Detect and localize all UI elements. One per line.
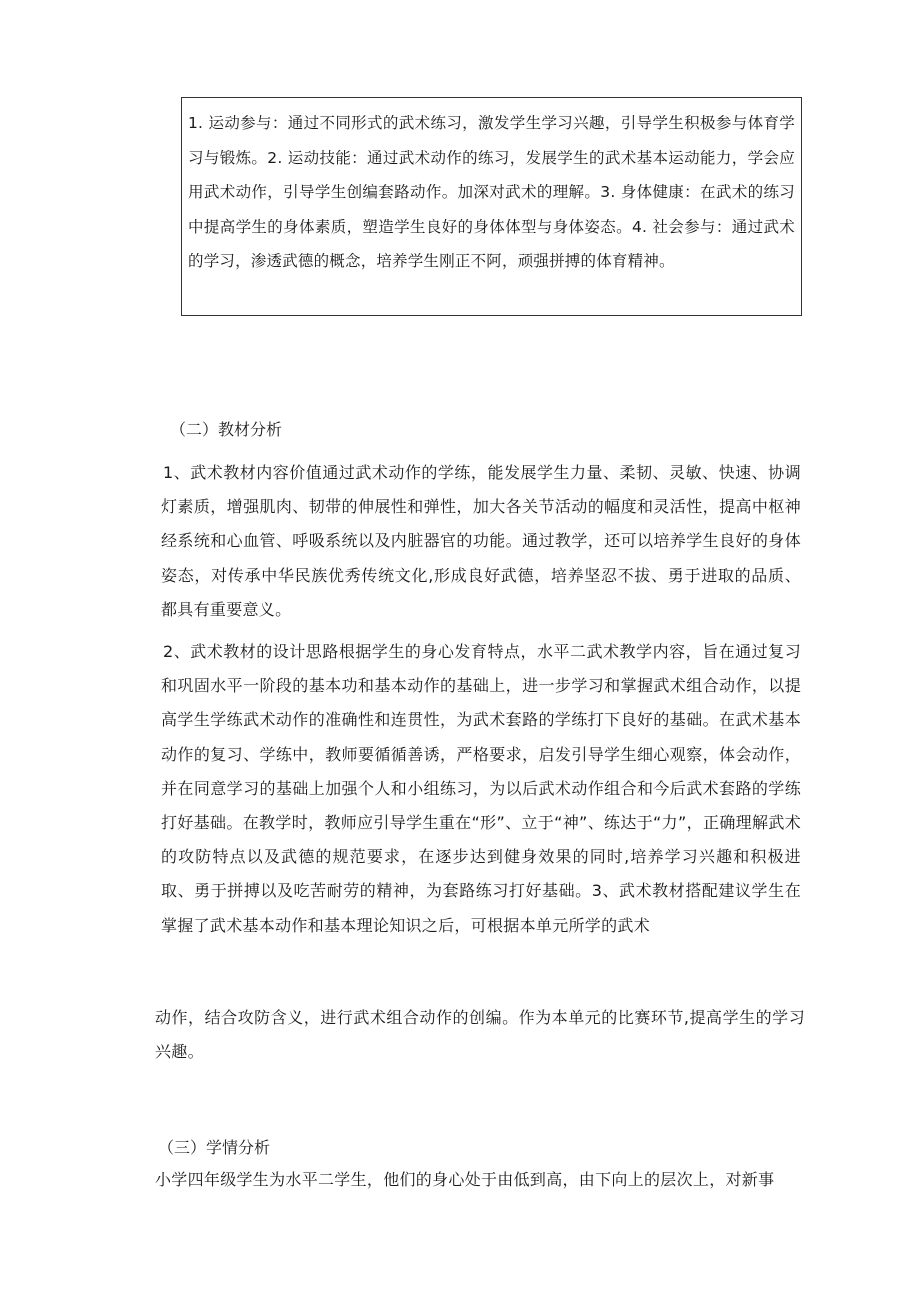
teaching-goals-text: 1. 运动参与：通过不同形式的武术练习，激发学生学习兴趣，引导学生积极参与体育学习与锻炼。2. 运动技能：通过武术动作的练习，发展学生的武术基本运动能力，学会应用武术动作，引导学生创编套路动作。加深对武术的理解。3. 身体健康：在武术的练习中提高学生的身体素质，塑造学生良好的身体体型与身体姿态。4. 社会参与：通过武术的学习，渗透武德的概念，培养学生刚正不阿，顽强拼搏的体育精神。 (188, 114, 795, 270)
material-analysis-paragraph-2: 2、武术教材的设计思路根据学生的身心发育特点，水平二武术教学内容，旨在通过复习和巩固水平一阶段的基本功和基本动作的基础上，进一步学习和掌握武术组合动作，以提高学生学练武术动作的准确性和连贯性，为武术套路的学练打下良好的基础。在武术基本动作的复习、学练中，教师要循循善诱，严格要求，启发引导学生细心观察，体会动作，并在同意学习的基础上加强个人和小组练习，为以后武术动作组合和今后武术套路的学练打好基础。在教学时，教师应引导学生重在“形”、立于“神”、练达于“力”，正确理解武术的攻防特点以及武德的规范要求，在逐步达到健身效果的同时,培养学习兴趣和积极进取、勇于拼搏以及吃苦耐劳的精神，为套路练习打好基础。3、武术教材搭配建议学生在掌握了武术基本动作和基本理论知识之后，可根据本单元所学的武术 (161, 642, 801, 935)
teaching-goals-box (181, 97, 802, 316)
material-analysis-paragraph-2-continued: 动作，结合攻防含义，进行武术组合动作的创编。作为本单元的比赛环节,提高学生的学习兴趣。 (155, 1008, 805, 1062)
section-heading-learner-analysis: （三）学情分析 (158, 1138, 271, 1157)
material-analysis-paragraph-1: 1、武术教材内容价值通过武术动作的学练，能发展学生力量、柔韧、灵敏、快速、协调灯素质，增强肌肉、韧带的伸展性和弹性，加大各关节活动的幅度和灵活性，提高中枢神经系统和心血管、呼吸系统以及内脏器官的功能。通过教学，还可以培养学生良好的身体姿态，对传承中华民族优秀传统文化,形成良好武德，培养坚忍不拔、勇于进取的品质、都具有重要意义。 (161, 463, 801, 619)
section-heading-material-analysis: （二）教材分析 (170, 420, 283, 439)
learner-analysis-paragraph: 小学四年级学生为水平二学生，他们的身心处于由低到高，由下向上的层次上，对新事 (155, 1170, 775, 1189)
